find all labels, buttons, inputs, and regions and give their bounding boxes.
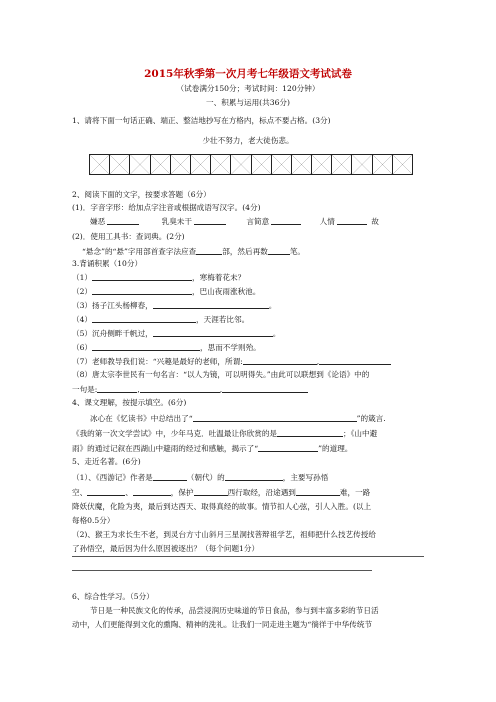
answer-blank[interactable] bbox=[92, 342, 200, 351]
answer-blank[interactable] bbox=[107, 216, 139, 225]
q4-text: 《我的第一次文学尝试》中，少年马克．吐温最让你欣赏的是 bbox=[72, 429, 278, 438]
grid-cell[interactable] bbox=[312, 155, 332, 174]
grid-cell[interactable] bbox=[272, 155, 292, 174]
answer-blank[interactable] bbox=[194, 216, 226, 225]
q3-item bbox=[72, 328, 280, 339]
item-text: 扬子江头杨柳春， bbox=[92, 301, 153, 310]
writing-grid[interactable] bbox=[89, 154, 413, 175]
q3-item bbox=[72, 286, 260, 297]
item-number: （2） bbox=[72, 287, 93, 296]
q2-part2: (2)．使用工具书：查词典。(2分) bbox=[72, 232, 185, 241]
grid-cell[interactable] bbox=[252, 155, 272, 174]
q5-p5: （2)、猴王为求长生不老，到灵台方寸山斜月三星洞找菩辩祖学艺，祖师把什么技艺传授给 bbox=[72, 530, 376, 539]
answer-blank[interactable] bbox=[153, 472, 187, 481]
answer-blank[interactable] bbox=[337, 216, 367, 225]
answer-blank[interactable] bbox=[133, 487, 171, 496]
item-punct: 。 bbox=[268, 301, 277, 310]
q5-p4: 每格0.5分） bbox=[72, 516, 115, 525]
grid-cell[interactable] bbox=[231, 155, 251, 174]
grid-cell[interactable] bbox=[292, 155, 312, 174]
word-2: 乳臭未干 bbox=[161, 217, 192, 226]
exam-title: 2015年秋季第一次月考七年级语文考试试卷 bbox=[144, 68, 352, 80]
answer-blank[interactable] bbox=[258, 443, 318, 452]
q2-prompt: 2、阅读下面的文字，按要求答题（6分） bbox=[72, 190, 211, 199]
answer-blank[interactable] bbox=[92, 286, 192, 295]
q6-prompt: 6、综合性学习。（5分） bbox=[72, 592, 154, 601]
word-1: 嫌恶 bbox=[90, 217, 106, 226]
answer-blank[interactable] bbox=[296, 487, 340, 496]
q3-item bbox=[72, 342, 261, 353]
grid-cell[interactable] bbox=[130, 155, 150, 174]
grid-cell[interactable] bbox=[211, 155, 231, 174]
grid-cell[interactable] bbox=[90, 155, 110, 174]
q2-part1: (1)．字音字形：给加点字注音或根据成语写汉字。(4分) bbox=[72, 203, 261, 212]
part2-text-c: 笔。 bbox=[289, 247, 305, 256]
q4-line3 bbox=[72, 443, 352, 454]
answer-line[interactable] bbox=[72, 556, 424, 557]
word-5: 故 bbox=[371, 217, 379, 226]
q5-p2 bbox=[72, 487, 370, 498]
answer-blank[interactable] bbox=[194, 487, 228, 496]
item-text: ，天涯若比邻。 bbox=[196, 315, 250, 324]
grid-cell[interactable] bbox=[191, 155, 211, 174]
q1-prompt: 1、请将下面一句话正确、端正、整洁地抄写在方格内，标点不要占格。(3分) bbox=[72, 116, 331, 125]
answer-blank[interactable] bbox=[271, 216, 301, 225]
item-number: （1） bbox=[72, 273, 93, 282]
item7-comma: , bbox=[316, 357, 320, 366]
q6-p1: 节日是一种民族文化的传承，品尝浸润历史味道的节日食品，参与到丰富多彩的节日活 bbox=[90, 606, 379, 615]
q4-text: 雨》的通过记叙在西湖山中避雨的经过和感触，揭示了“ bbox=[72, 444, 259, 453]
grid-cell[interactable] bbox=[332, 155, 352, 174]
q4-text: ”的道理。 bbox=[318, 444, 353, 453]
q5-text: 、 bbox=[125, 488, 133, 497]
grid-cell[interactable] bbox=[110, 155, 130, 174]
q4-text: ；《山中避 bbox=[343, 429, 378, 438]
item-text: 沉舟侧畔千帆过， bbox=[92, 329, 153, 338]
answer-blank[interactable] bbox=[219, 384, 308, 394]
q3-item bbox=[72, 314, 249, 325]
answer-blank[interactable] bbox=[193, 413, 357, 422]
q5-text: 难，一路 bbox=[339, 488, 371, 497]
answer-blank[interactable] bbox=[243, 356, 320, 366]
answer-line[interactable] bbox=[72, 570, 372, 571]
answer-blank[interactable] bbox=[196, 246, 222, 255]
q3-item8-answer bbox=[72, 384, 308, 395]
q1-sentence: 少壮不努力，老大徒伤悲。 bbox=[202, 136, 294, 145]
q5-text: ，主要写孙悟 bbox=[282, 473, 329, 482]
item-number: （3） bbox=[72, 301, 93, 310]
q5-text: （朝代）的 bbox=[186, 473, 225, 482]
q4-text: ”的箴言. bbox=[356, 414, 386, 423]
q4-text: 冰心在《忆读书》中总结出了“ bbox=[90, 414, 193, 423]
answer-blank[interactable] bbox=[87, 487, 125, 496]
grid-cell[interactable] bbox=[352, 155, 372, 174]
q2-word-row bbox=[90, 216, 379, 227]
answer-blank[interactable] bbox=[140, 384, 223, 394]
q3-item7 bbox=[72, 356, 391, 367]
item8-sep: , bbox=[219, 385, 223, 394]
grid-cell[interactable] bbox=[393, 155, 412, 174]
q2-part2-line bbox=[82, 246, 305, 257]
answer-blank[interactable] bbox=[268, 246, 290, 255]
item-text: ，思而不学则殆。 bbox=[200, 343, 261, 352]
item8-sep: , bbox=[137, 385, 140, 394]
item-text: ，巴山夜雨涨秋池。 bbox=[192, 287, 261, 296]
q3-item bbox=[72, 300, 276, 311]
answer-blank[interactable] bbox=[316, 356, 391, 366]
answer-blank[interactable] bbox=[97, 384, 140, 394]
section-heading: 一、积累与运用(共36分) bbox=[206, 98, 290, 107]
exam-subtitle: （试卷满分150分；考试时间：120分钟） bbox=[176, 84, 320, 93]
q4-line1 bbox=[90, 413, 386, 424]
q5-text: （1）、《西游记》作者是 bbox=[72, 473, 153, 482]
q3-item8: （8）唐太宗李世民有一句名言：“以人为镜，可以明得失。”由此可以联想到《论语》中的 bbox=[72, 370, 370, 379]
q5-text: ，保护 bbox=[170, 488, 194, 497]
grid-cell[interactable] bbox=[373, 155, 393, 174]
q3-prompt: 3.背诵积累（10分） bbox=[72, 259, 143, 268]
grid-cell[interactable] bbox=[151, 155, 171, 174]
answer-blank[interactable] bbox=[153, 328, 273, 337]
item-number: （4） bbox=[72, 315, 93, 324]
q4-line2 bbox=[72, 428, 377, 439]
item-text: ，寒梅着花未？ bbox=[192, 273, 246, 282]
q5-p1 bbox=[72, 472, 328, 483]
answer-blank[interactable] bbox=[92, 314, 196, 323]
q5-p3: 降妖伏魔，化险为夷，最后到达西天、取得真经的故事。情节扣人心弦，引人入胜。(以上 bbox=[72, 502, 372, 511]
q3-item bbox=[72, 272, 245, 283]
q5-text: 西行取经，沿途遇到 bbox=[227, 488, 296, 497]
answer-blank[interactable] bbox=[153, 300, 269, 309]
word-3: 言简意 bbox=[246, 217, 270, 226]
q6-p2: 动中，人们更能得到文化的熏陶、精神的洗礼。让我们一同走进主题为“徜徉于中华传统节 bbox=[72, 620, 373, 629]
answer-blank[interactable] bbox=[92, 272, 192, 281]
word-4: 人情 bbox=[319, 217, 335, 226]
item-number: （6） bbox=[72, 343, 93, 352]
q4-prompt: 4、课文理解，按提示填空。(6分) bbox=[72, 398, 187, 407]
item8-text: 一句是: bbox=[72, 385, 98, 394]
q5-text: 空、 bbox=[72, 488, 88, 497]
item-number: （5） bbox=[72, 329, 93, 338]
q5-prompt: 5、走近名著。(6分) bbox=[72, 457, 141, 466]
q5-p6: 了孙悟空，最后因为什么原因被逐出？（每个问题1分） bbox=[72, 544, 260, 553]
grid-cell[interactable] bbox=[171, 155, 191, 174]
item7-text: （7）老师教导我们说：“兴趣是最好的老师，所谓: bbox=[72, 357, 243, 366]
answer-blank[interactable] bbox=[225, 472, 283, 481]
part2-text-b: 部，然后再数 bbox=[222, 247, 268, 256]
part2-text-a: “悬念”的“悬”字用部首查字法应查 bbox=[82, 247, 197, 256]
answer-blank[interactable] bbox=[277, 428, 343, 437]
item-punct: 。 bbox=[272, 329, 281, 338]
